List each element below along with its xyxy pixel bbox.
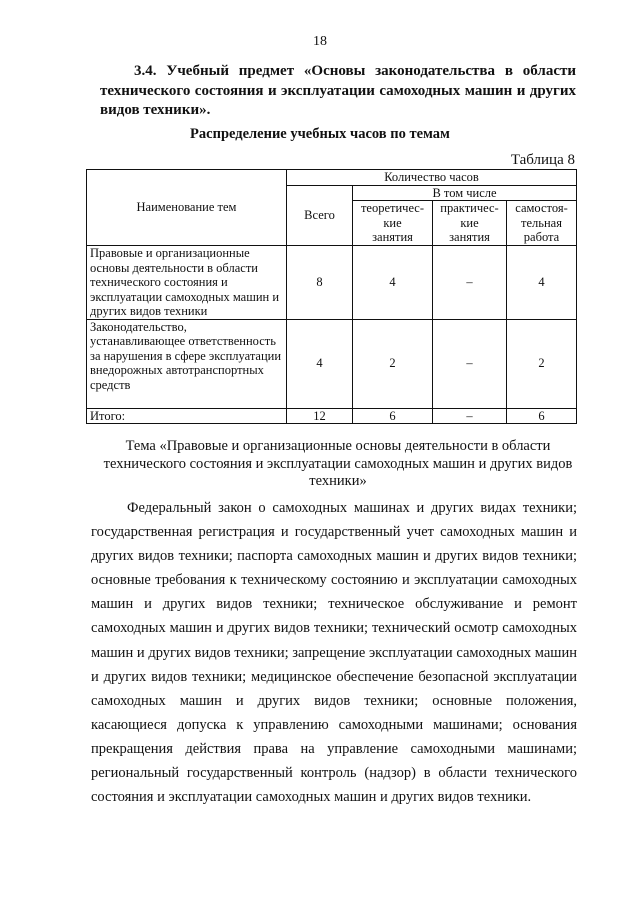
header-including: В том числе <box>353 185 577 201</box>
table-label: Таблица 8 <box>510 152 575 168</box>
row-practice: – <box>433 246 507 320</box>
row-practice: – <box>433 319 507 408</box>
row-total: 4 <box>287 319 353 408</box>
row-topic-name: Итого: <box>87 408 287 424</box>
table-row <box>87 246 577 320</box>
hours-table <box>86 169 577 424</box>
topic-title: Тема «Правовые и организационные основы деятельности в области технического состояния и эксплуатации самоходных машин и других видов техники» <box>103 438 573 489</box>
header-topic-name: Наименование тем <box>87 170 287 246</box>
row-total: 12 <box>287 408 353 424</box>
section-heading: 3.4. Учебный предмет «Основы законодательства в области технического состояния и эксплуатации самоходных машин и других видов техники». <box>100 63 576 118</box>
row-self-study: 4 <box>507 246 577 320</box>
page-number: 18 <box>313 34 327 49</box>
row-self-study: 2 <box>507 319 577 408</box>
table-row <box>87 319 577 408</box>
table-title: Распределение учебных часов по темам <box>190 126 450 142</box>
row-practice: – <box>433 408 507 424</box>
row-theory: 2 <box>353 319 433 408</box>
header-total: Всего <box>287 185 353 246</box>
table-total-row <box>87 408 577 424</box>
header-hours-count: Количество часов <box>287 170 577 186</box>
header-self-study: самостоя- тельная работа <box>507 201 577 246</box>
body-paragraph: Федеральный закон о самоходных машинах и других видах техники; государственная регистрация и государственный учет самоходных машин и других видов техники; паспорта самоходных машин и других видов техники; основные требования к техническому состоянию и эксплуатации самоходных машин и других видов техники; техническое обслуживание и ремонт самоходных машин и других видов техники; технический осмотр самоходных машин и других видов техники; запрещение эксплуатации самоходных машин и других видов техники; медицинское обеспечение безопасной эксплуатации самоходных машин и других видов техники; основные положения, касающиеся допуска к управлению самоходными машинами; основания прекращения действия права на управление самоходными машинами; региональный государственный контроль (надзор) в области технического состояния и эксплуатации самоходных машин и других видов техники. <box>91 500 577 806</box>
row-topic-name: Правовые и организационные основы деятельности в области технического состояния и эксплуатации самоходных машин и других видов техники <box>87 246 287 320</box>
header-theory: теоретичес- кие занятия <box>353 201 433 246</box>
row-theory: 4 <box>353 246 433 320</box>
row-total: 8 <box>287 246 353 320</box>
header-practice: практичес- кие занятия <box>433 201 507 246</box>
row-self-study: 6 <box>507 408 577 424</box>
row-theory: 6 <box>353 408 433 424</box>
row-topic-name: Законодательство, устанавливающее ответственность за нарушения в сфере эксплуатации внедорожных автотранспортных средств <box>87 319 287 408</box>
